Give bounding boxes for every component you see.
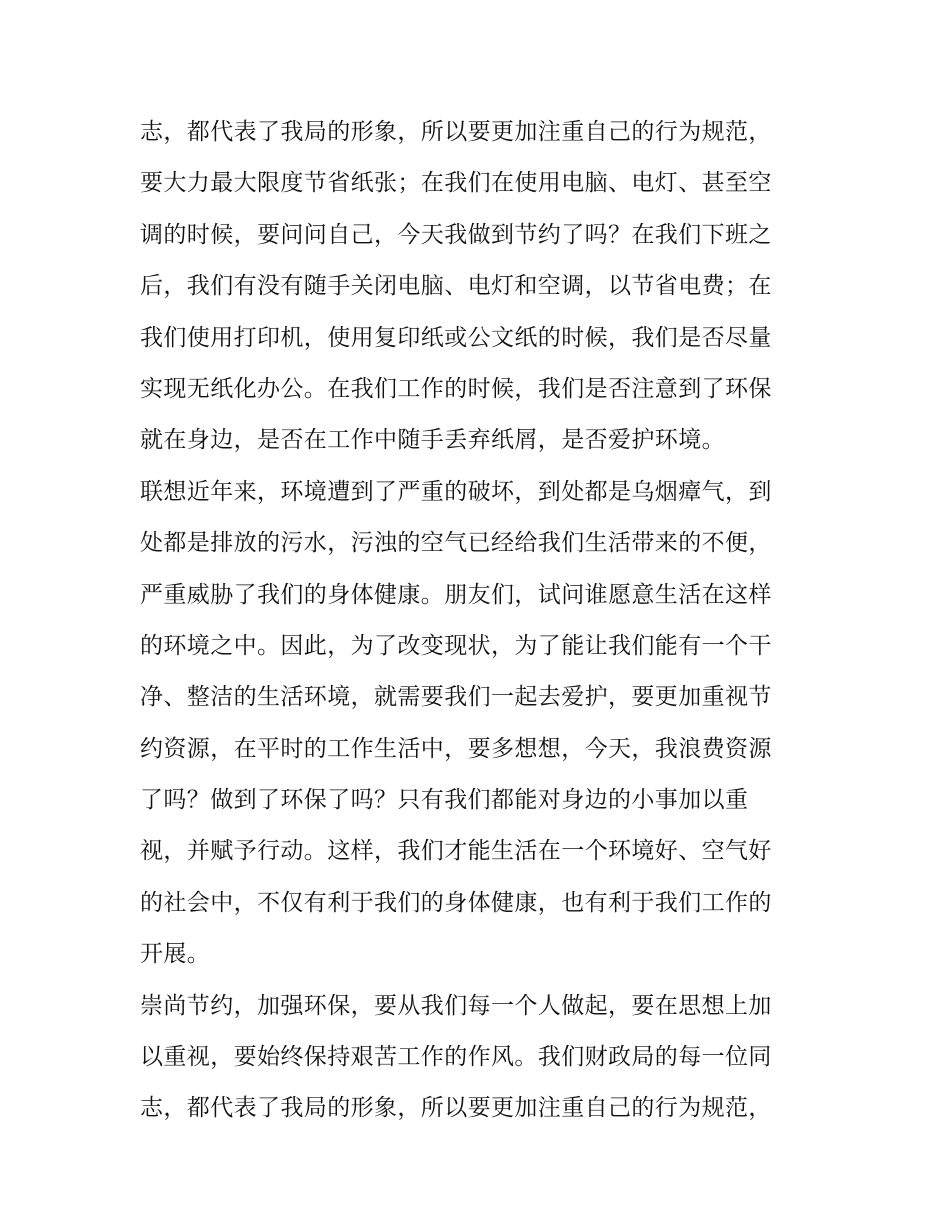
text-line: 后，我们有没有随手关闭电脑、电灯和空调，以节省电费；在 bbox=[140, 273, 772, 300]
text-line: 了吗？做到了环保了吗？只有我们都能对身边的小事加以重 bbox=[140, 787, 749, 814]
document-body bbox=[140, 107, 830, 1135]
text-line: 的社会中，不仅有利于我们的身体健康，也有利于我们工作的 bbox=[140, 889, 772, 916]
text-line: 净、整洁的生活环境，就需要我们一起去爱护，要更加重视节 bbox=[140, 684, 772, 711]
text-line: 我们使用打印机，使用复印纸或公文纸的时候，我们是否尽量 bbox=[140, 324, 772, 351]
text-line: 崇尚节约，加强环保，要从我们每一个人做起，要在思想上加 bbox=[140, 992, 772, 1019]
text-line: 联想近年来，环境遭到了严重的破坏，到处都是乌烟瘴气，到 bbox=[140, 478, 772, 505]
text-line: 处都是排放的污水，污浊的空气已经给我们生活带来的不便， bbox=[140, 530, 772, 557]
text-line: 实现无纸化办公。在我们工作的时候，我们是否注意到了环保 bbox=[140, 375, 772, 402]
text-line: 开展。 bbox=[140, 941, 211, 968]
text-line: 以重视，要始终保持艰苦工作的作风。我们财政局的每一位同 bbox=[140, 1044, 772, 1071]
text-line: 志，都代表了我局的形象，所以要更加注重自己的行为规范， bbox=[140, 1095, 772, 1122]
text-line: 严重威胁了我们的身体健康。朋友们，试问谁愿意生活在这样 bbox=[140, 581, 772, 608]
text-line: 视，并赋予行动。这样，我们才能生活在一个环境好、空气好 bbox=[140, 838, 772, 865]
text-line: 要大力最大限度节省纸张；在我们在使用电脑、电灯、甚至空 bbox=[140, 170, 772, 197]
text-line: 志，都代表了我局的形象，所以要更加注重自己的行为规范， bbox=[140, 119, 772, 145]
text-line: 就在身边，是否在工作中随手丢弃纸屑，是否爱护环境。 bbox=[140, 427, 725, 454]
text-line: 调的时候，要问问自己，今天我做到节约了吗？在我们下班之 bbox=[140, 221, 772, 248]
text-line: 约资源，在平时的工作生活中，要多想想，今天，我浪费资源 bbox=[140, 735, 772, 762]
text-line: 的环境之中。因此，为了改变现状，为了能让我们能有一个干 bbox=[140, 632, 772, 659]
